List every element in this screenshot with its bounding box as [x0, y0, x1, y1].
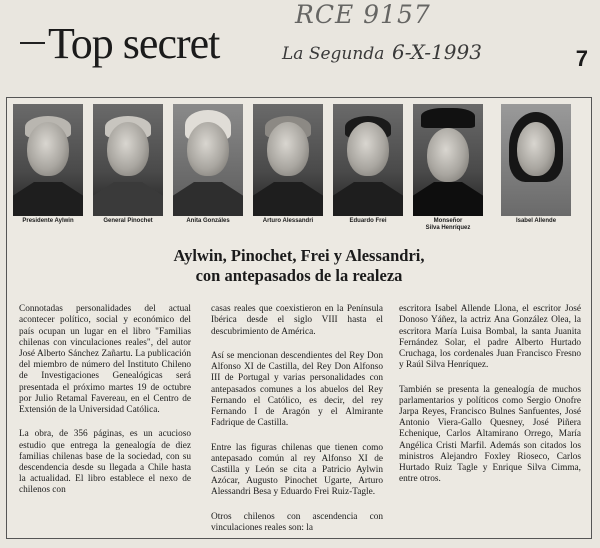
- paragraph: Entre las figuras chilenas que tienen como antepasado común al rey Alfonso XI de Castilla y León se cita a Patricio Aylwin Azócar, Augusto Pinochet Ugarte, Arturo Alessandri Besa y Eduardo Frei Ruiz-Tagle.: [211, 442, 383, 498]
- paragraph: Connotadas personalidades del actual acontecer político, social y económico del país ocupan un lugar en el libro "Familias chilenas con vinculaciones reales", del autor José Alberto Sánchez Zañartu. La publicación del miembro de número del Instituto Chileno de Investigaciones Genealógicas será presentada el próximo martes 19 de octubre por Julio Retamal Favereau, en el Centro de Extensión de la Universidad Católica.: [19, 304, 191, 416]
- article-column-2: [211, 293, 383, 547]
- paragraph: Otros chilenos con ascendencia con vinculaciones reales son: la: [211, 511, 383, 534]
- paragraph: Así se mencionan descendientes del Rey Don Alfonso XI de Castilla, del Rey Don Alfonso III de Portugal y varias personalidades con antepasados comunes a los abuelos del Rey Fernando el Católico, es decir, del rey Fernando I de Aragón y el Almirante Fadrique de Castilla.: [211, 351, 383, 429]
- portrait-frei: [333, 104, 403, 225]
- caption-alessandri: Arturo Alessandri: [262, 218, 314, 224]
- headline: [7, 246, 591, 286]
- paragraph: La obra, de 356 páginas, es un acucioso estudio que entrega la genealogía de diez familias chilenas base de la sociedad, con su descendencia desde su llegada a Chile hasta la actualidad. El libro establece el nexo de chilenos con: [19, 429, 191, 496]
- photo-aylwin: [13, 104, 83, 216]
- article-frame: [6, 97, 592, 539]
- title-rule: [20, 42, 45, 44]
- portrait-strip: [13, 104, 585, 232]
- photo-silva-henriquez: [413, 104, 483, 216]
- photo-pinochet: [93, 104, 163, 216]
- date-handwritten-note: 6-X-1993: [392, 40, 482, 64]
- photo-frei: [333, 104, 403, 216]
- caption-gonzalez: Anita Gonzáles: [186, 218, 230, 224]
- caption-aylwin: Presidente Aylwin: [22, 218, 74, 224]
- portrait-silva-henriquez: [413, 104, 483, 232]
- photo-allende: [501, 104, 571, 216]
- headline-line-1: Aylwin, Pinochet, Frei y Alessandri,: [173, 246, 425, 265]
- archive-code-stamp: RCE 9157: [295, 0, 431, 29]
- portrait-allende: [501, 104, 571, 225]
- portrait-pinochet: [93, 104, 163, 225]
- caption-allende: Isabel Allende: [515, 218, 557, 224]
- portrait-alessandri: [253, 104, 323, 225]
- hat-icon: [421, 108, 475, 128]
- portrait-gonzalez: [173, 104, 243, 225]
- paragraph: escritora Isabel Allende Llona, el escritor José Donoso Yáñez, la actriz Ana González Olea, la escritora María Luisa Bombal, la santa Juanita Fernández Solar, el padre Alberto Hurtado Cruchaga, los cordenales Juan Francisco Fresno y Raúl Silva Henríquez.: [399, 304, 581, 371]
- photo-gonzalez: [173, 104, 243, 216]
- paragraph: También se presenta la genealogía de muchos parlamentarios y políticos como Sergio Onofre Jarpa Reyes, Francisco Bulnes Sanfuentes, José Antonio Viera-Gallo Quesney, José Piñera Echenique, Carlos Altamirano Orrego, María Angélica Cristi Marfil. Además son citados los ministros Alejandro Foxley Rioseco, Carlos Hurtado Ruiz Tagle y Enrique Silva Cimma, entre otros.: [399, 384, 581, 485]
- section-title: Top secret: [48, 19, 220, 68]
- photo-alessandri: [253, 104, 323, 216]
- article-column-3: [399, 293, 581, 499]
- page-number: 7: [575, 46, 588, 71]
- paragraph: casas reales que coexistieron en la Península Ibérica desde el siglo VIII hasta el descubrimiento de América.: [211, 304, 383, 337]
- headline-line-2: con antepasados de la realeza: [195, 266, 403, 285]
- caption-frei: Eduardo Frei: [349, 218, 387, 224]
- source-handwritten-note: La Segunda: [282, 44, 385, 64]
- portrait-aylwin: [13, 104, 83, 225]
- article-column-1: [19, 293, 191, 510]
- caption-silva-henriquez: Monseñor Silva Henríquez: [425, 218, 471, 231]
- caption-pinochet: General Pinochet: [103, 218, 153, 224]
